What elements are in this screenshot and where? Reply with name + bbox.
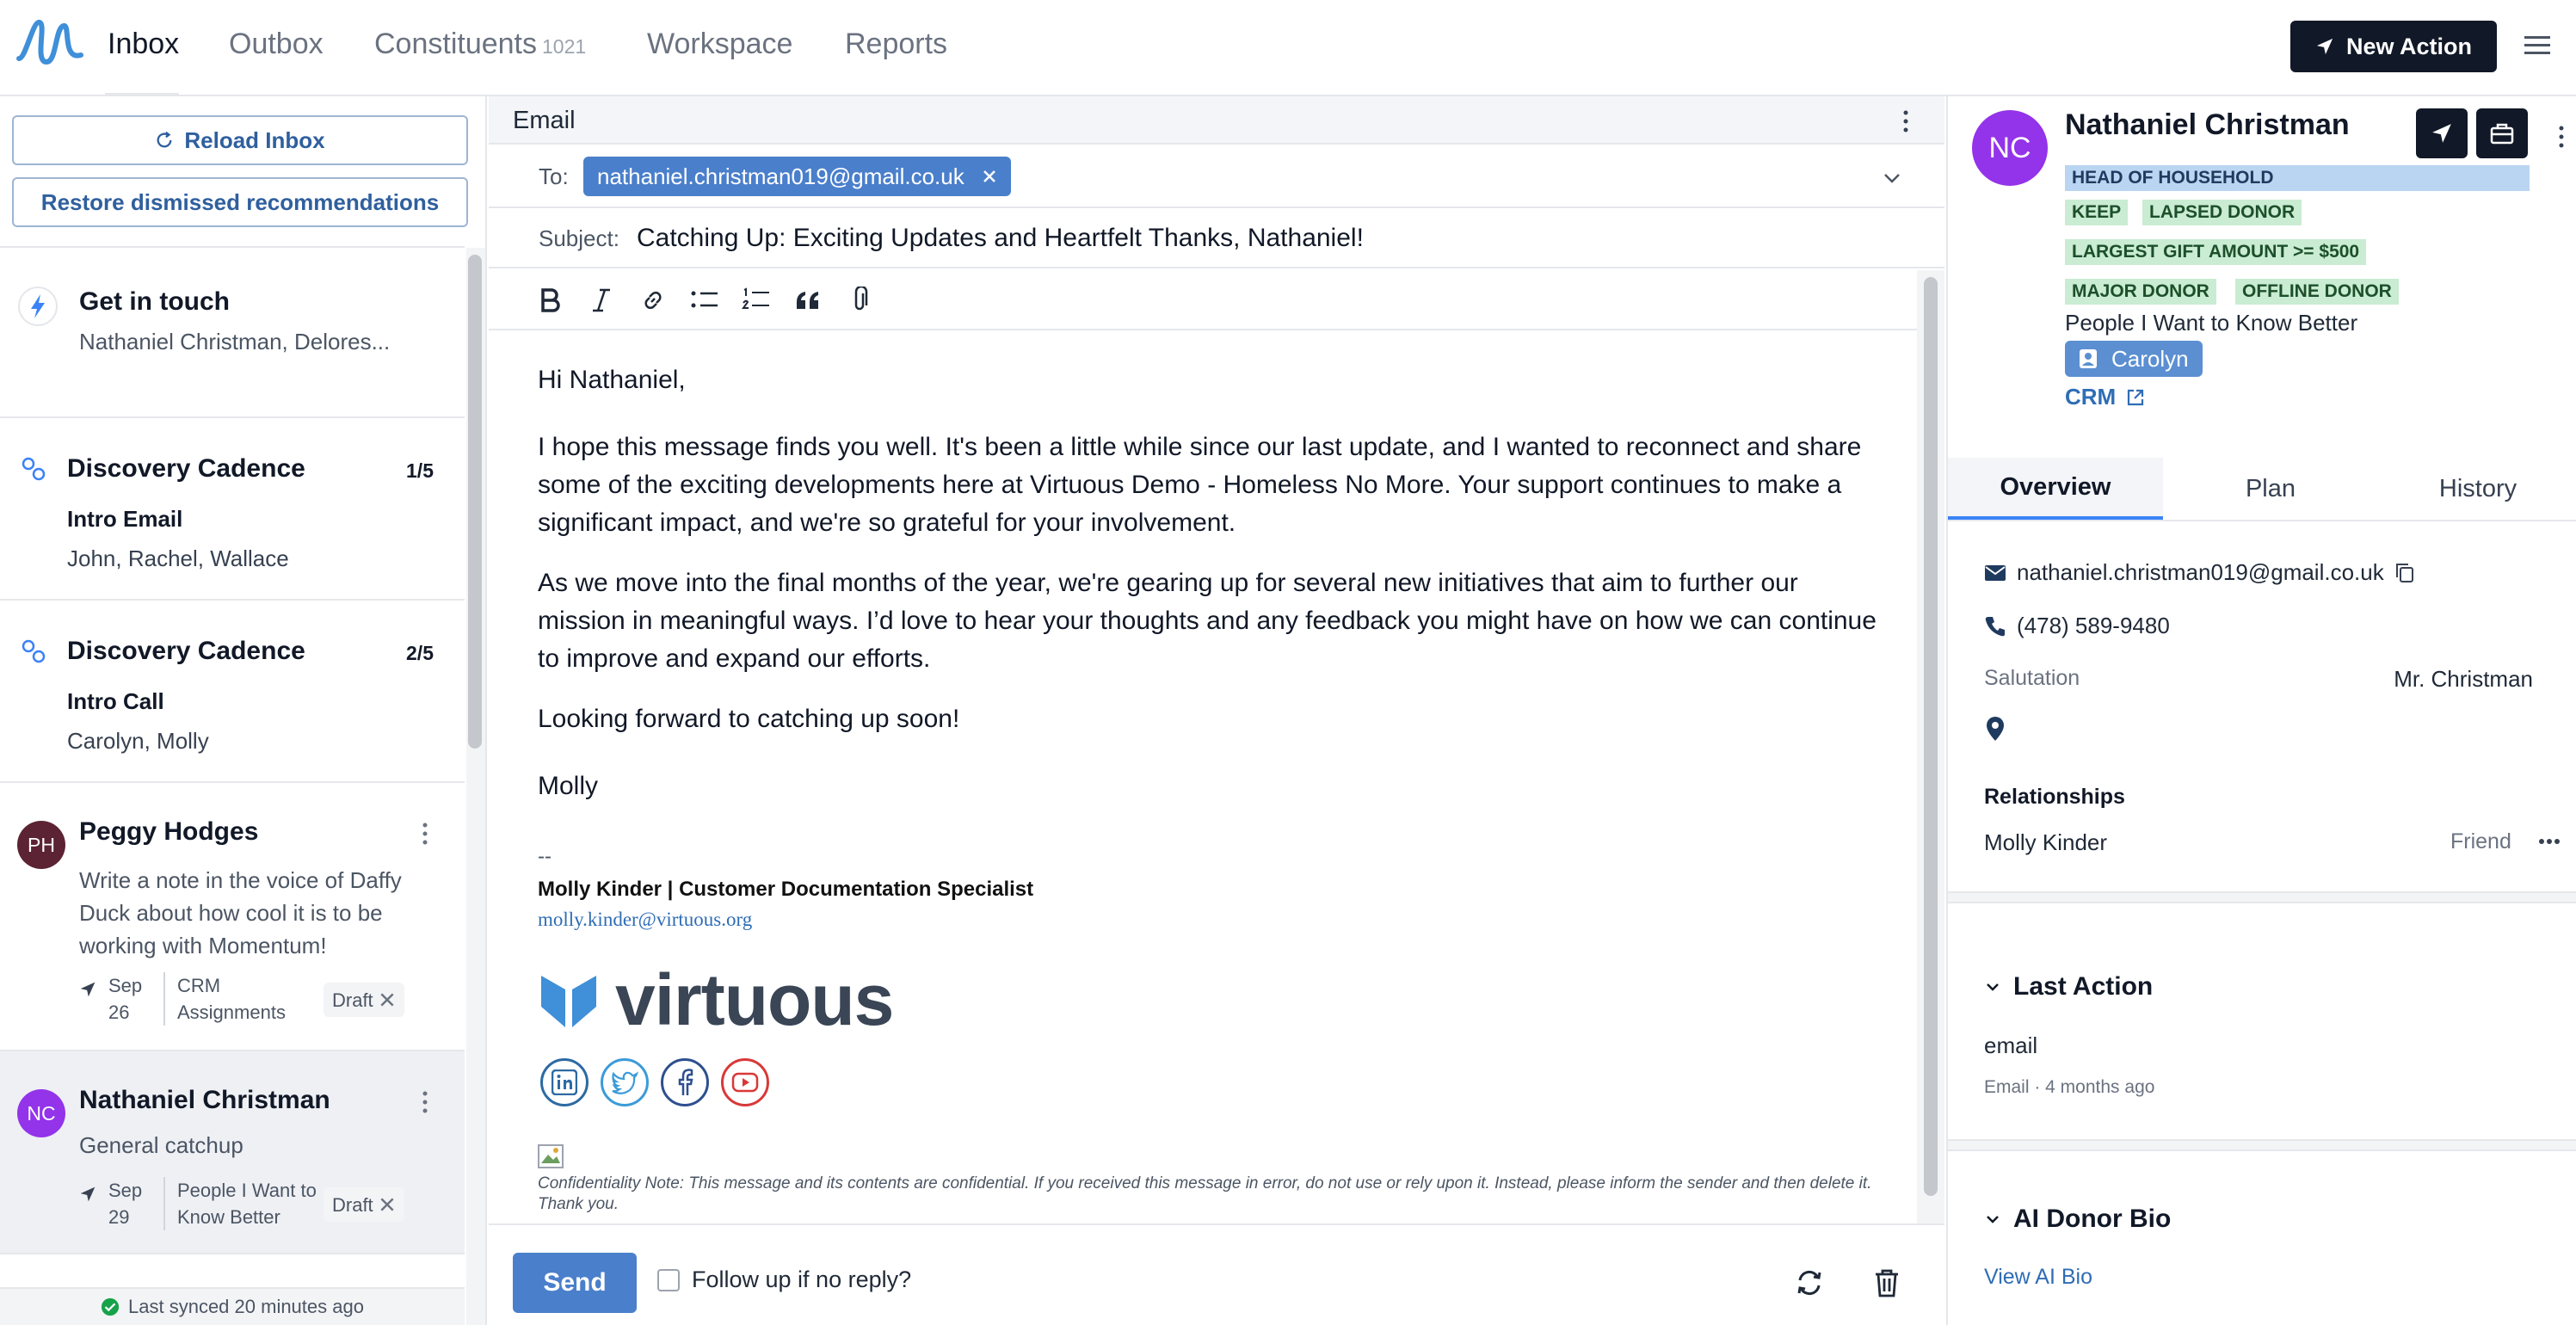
subject-input[interactable]: Catching Up: Exciting Updates and Heartfelt Thanks, Nathaniel! (637, 224, 1364, 252)
crm-link[interactable] (2065, 384, 2145, 410)
signature-name: Molly Kinder | Customer Documentation Specialist (538, 878, 1034, 901)
youtube-icon[interactable] (721, 1058, 769, 1106)
email-body-scrollbar-thumb[interactable] (1924, 277, 1938, 1196)
inbox-item-title: Discovery Cadence (67, 454, 305, 483)
tag-major-donor: MAJOR DONOR (2065, 279, 2216, 305)
more-horizontal-icon[interactable] (2538, 838, 2561, 845)
sync-status (0, 1287, 465, 1325)
app-logo[interactable] (15, 14, 84, 69)
inbox-item-discovery-cadence-1[interactable] (0, 418, 465, 601)
inbox-item-title: Get in touch (79, 287, 230, 316)
follow-up-option[interactable] (657, 1266, 911, 1293)
cadence-action: Intro Email (67, 506, 183, 532)
numbered-list-icon (742, 287, 771, 313)
profile-phone-row (1984, 613, 2170, 639)
facebook-icon[interactable] (661, 1058, 709, 1106)
composer-footer (489, 1223, 1944, 1325)
draft-badge (324, 1187, 404, 1222)
contact-card-icon (2079, 348, 2098, 369)
cadence-names: John, Rachel, Wallace (67, 545, 289, 571)
owner-name: Carolyn (2111, 345, 2189, 372)
email-header (489, 96, 1944, 145)
lightning-icon (17, 286, 59, 327)
owner-chip[interactable] (2065, 341, 2203, 377)
restore-dismissed-button[interactable] (12, 177, 468, 227)
new-action-label: New Action (2345, 33, 2472, 59)
item-date (79, 1177, 160, 1230)
view-ai-bio-link[interactable]: View AI Bio (1984, 1265, 2093, 1289)
follow-up-checkbox[interactable] (657, 1269, 680, 1291)
last-action-type: email (1984, 1032, 2038, 1058)
linkedin-icon[interactable] (540, 1058, 589, 1106)
nav-tab-constituents-label: Constituents (374, 28, 537, 60)
subject-label: Subject: (539, 225, 619, 251)
briefcase-icon (2490, 122, 2514, 145)
signature-email-link[interactable]: molly.kinder@virtuous.org (538, 909, 753, 930)
subject-field[interactable] (489, 208, 1944, 268)
item-date (79, 972, 160, 1026)
send-action-button[interactable] (2416, 108, 2468, 158)
top-nav (0, 0, 2576, 96)
inbox-item-title: Discovery Cadence (67, 637, 305, 665)
external-link-icon (2126, 388, 2145, 407)
close-icon[interactable] (982, 169, 997, 184)
profile-email-row (1984, 559, 2415, 586)
inbox-item-subtitle: Nathaniel Christman, Delores... (79, 329, 391, 354)
to-label: To: (539, 163, 569, 189)
item-date-text: Sep 26 (108, 975, 143, 1023)
more-options-icon[interactable] (416, 1089, 434, 1115)
cadence-icon (19, 454, 48, 484)
tab-overview[interactable]: Overview (1948, 458, 2163, 520)
signature-logo (538, 959, 894, 1040)
more-options-icon[interactable] (416, 821, 434, 847)
phone-icon (1984, 615, 2006, 638)
inbox-item-title: Peggy Hodges (79, 817, 259, 846)
broken-image-icon (538, 1144, 564, 1168)
location-pin-icon (1986, 716, 2005, 742)
bullet-list-icon (690, 288, 719, 312)
profile-list-name: People I Want to Know Better (2065, 310, 2358, 336)
check-circle-icon (101, 1297, 120, 1316)
crm-link-label: CRM (2065, 384, 2117, 410)
copy-icon[interactable] (2394, 562, 2415, 584)
relationship-name[interactable]: Molly Kinder (1984, 829, 2108, 855)
signature-separator: -- (538, 845, 552, 868)
inbox-sidebar (0, 96, 487, 1325)
briefcase-button[interactable] (2476, 108, 2528, 158)
last-action-meta: Email · 4 months ago (1984, 1077, 2155, 1097)
reload-inbox-label: Reload Inbox (184, 126, 325, 153)
cadence-action: Intro Call (67, 688, 164, 714)
last-action-toggle[interactable] (1984, 972, 2153, 1001)
virtuous-logo-text: virtuous (615, 959, 894, 1040)
link-icon (640, 287, 666, 313)
to-field[interactable] (489, 146, 1944, 208)
inbox-item-meta (79, 1177, 404, 1230)
bullet-list-button[interactable] (688, 284, 721, 317)
last-action-heading: Last Action (2013, 972, 2154, 1001)
regenerate-icon[interactable] (1795, 1268, 1824, 1297)
inbox-item-peggy-hodges[interactable] (0, 783, 465, 1051)
draft-badge-label: Draft (332, 1193, 373, 1216)
cadence-names: Carolyn, Molly (67, 728, 209, 754)
attach-button[interactable] (843, 284, 876, 317)
profile-more-icon[interactable] (2557, 124, 2566, 150)
paperclip-icon (849, 287, 870, 314)
cadence-icon (19, 637, 48, 666)
body-paragraph-2: As we move into the final months of the year, we're gearing up for several new initiatives that aim to further our mission in meaningful ways. I’d love to hear your thoughts and any feedback you might have on how we can continue to improve and expand our efforts. (538, 569, 1877, 673)
nav-tab-reports[interactable]: Reports (845, 28, 948, 60)
recipient-chip[interactable] (583, 157, 1011, 196)
refresh-icon (155, 131, 174, 150)
meta-divider (163, 972, 165, 1026)
inbox-item-get-in-touch[interactable] (0, 248, 465, 418)
profile-avatar: NC (1972, 110, 2048, 186)
item-date-text: Sep 29 (108, 1180, 143, 1228)
recipient-email: nathaniel.christman019@gmail.co.uk (597, 163, 964, 189)
relationships-heading: Relationships (1984, 785, 2125, 809)
profile-name[interactable]: Nathaniel Christman (2065, 108, 2350, 141)
profile-email[interactable]: nathaniel.christman019@gmail.co.uk (2017, 559, 2384, 585)
nav-tab-constituents[interactable] (374, 28, 586, 61)
salutation-value: Mr. Christman (2394, 666, 2533, 692)
inbox-item-body: General catchup (79, 1132, 243, 1158)
draft-badge (324, 983, 404, 1017)
send-icon (79, 981, 96, 998)
inbox-item-title: Nathaniel Christman (79, 1086, 330, 1114)
virtuous-logo-icon (538, 969, 600, 1031)
quote-icon (795, 290, 821, 311)
sync-text: Last synced 20 minutes ago (128, 1296, 364, 1317)
relationship-type: Friend (2450, 829, 2511, 854)
inbox-item-nathaniel-christman[interactable] (0, 1051, 465, 1254)
avatar: NC (17, 1089, 65, 1137)
bold-button[interactable] (533, 284, 566, 317)
send-button[interactable]: Send (513, 1253, 637, 1313)
cadence-step: 1/5 (406, 459, 434, 482)
section-divider (1948, 891, 2576, 903)
tag-lapsed-donor: LAPSED DONOR (2142, 200, 2302, 225)
quote-button[interactable] (792, 284, 824, 317)
profile-phone[interactable]: (478) 589-9480 (2017, 613, 2170, 638)
editor-toolbar (489, 270, 1917, 330)
email-body[interactable] (489, 332, 1917, 1222)
body-signoff: Molly (538, 772, 599, 800)
numbered-list-button[interactable] (740, 284, 773, 317)
menu-icon[interactable] (2523, 31, 2552, 60)
nav-tab-inbox[interactable]: Inbox (108, 28, 180, 60)
salutation-label: Salutation (1984, 666, 2080, 690)
italic-button[interactable] (585, 284, 618, 317)
constituents-count: 1021 (542, 35, 587, 58)
envelope-icon (1984, 564, 2006, 582)
link-button[interactable] (637, 284, 669, 317)
send-icon (2431, 122, 2453, 145)
confidentiality-note: Confidentiality Note: This message and its contents are confidential. If you received this message in error, do not use or rely upon it. Instead, please inform the sender and then delete it. Thank you. (538, 1174, 1872, 1213)
follow-up-label: Follow up if no reply? (692, 1266, 912, 1292)
tag-head-of-household: HEAD OF HOUSEHOLD (2065, 165, 2530, 191)
tag-keep: KEEP (2065, 200, 2128, 225)
tag-largest-gift: LARGEST GIFT AMOUNT >= $500 (2065, 239, 2366, 265)
inbox-item-discovery-cadence-2[interactable] (0, 601, 465, 783)
item-category: People I Want to Know Better (177, 1180, 317, 1228)
restore-dismissed-label: Restore dismissed recommendations (40, 188, 440, 215)
chevron-down-icon (1984, 1211, 2001, 1228)
ai-bio-toggle[interactable] (1984, 1205, 2171, 1234)
chevron-down-icon[interactable] (1881, 167, 1903, 189)
draft-badge-label: Draft (332, 989, 373, 1011)
meta-divider (163, 1177, 165, 1230)
body-paragraph-1: I hope this message finds you well. It's been a little while since our last update, and I wanted to reconnect and share some of the exciting developments here at Virtuous Demo - Homeless No More. Your support continues to make a significant impact, and we're so grateful for your involvement. (538, 433, 1862, 537)
tabs-divider (1948, 520, 2576, 521)
tab-history[interactable]: History (2438, 474, 2517, 502)
trash-icon[interactable] (1874, 1268, 1900, 1297)
ai-bio-heading: AI Donor Bio (2013, 1205, 2172, 1233)
body-paragraph-3: Looking forward to catching up soon! (538, 705, 960, 733)
item-category: CRM Assignments (177, 975, 286, 1023)
reload-inbox-button[interactable] (12, 115, 468, 165)
new-action-button[interactable] (2290, 21, 2497, 72)
cadence-step: 2/5 (406, 642, 434, 664)
italic-icon (591, 287, 612, 313)
tab-plan[interactable]: Plan (2245, 474, 2296, 502)
twitter-icon[interactable] (601, 1058, 649, 1106)
sidebar-scrollbar-thumb[interactable] (468, 255, 482, 749)
tools-icon (379, 1196, 396, 1213)
bold-icon (538, 287, 562, 313)
inbox-item-meta (79, 972, 404, 1026)
constituent-profile-panel (1946, 96, 2576, 1325)
body-greeting: Hi Nathaniel, (538, 366, 686, 394)
avatar: PH (17, 821, 65, 869)
tag-offline-donor: OFFLINE DONOR (2235, 279, 2399, 305)
nav-tab-outbox[interactable]: Outbox (229, 28, 324, 60)
chevron-down-icon (1984, 978, 2001, 995)
tools-icon (379, 991, 396, 1008)
section-divider (1948, 1139, 2576, 1151)
nav-tab-workspace[interactable]: Workspace (647, 28, 793, 60)
inbox-item-body: Write a note in the voice of Daffy Duck about how cool it is to be working with Momentum! (79, 867, 402, 958)
send-icon (2315, 37, 2334, 56)
email-header-title: Email (513, 107, 576, 134)
email-options-icon[interactable] (1901, 108, 1910, 134)
send-icon (79, 1186, 96, 1203)
